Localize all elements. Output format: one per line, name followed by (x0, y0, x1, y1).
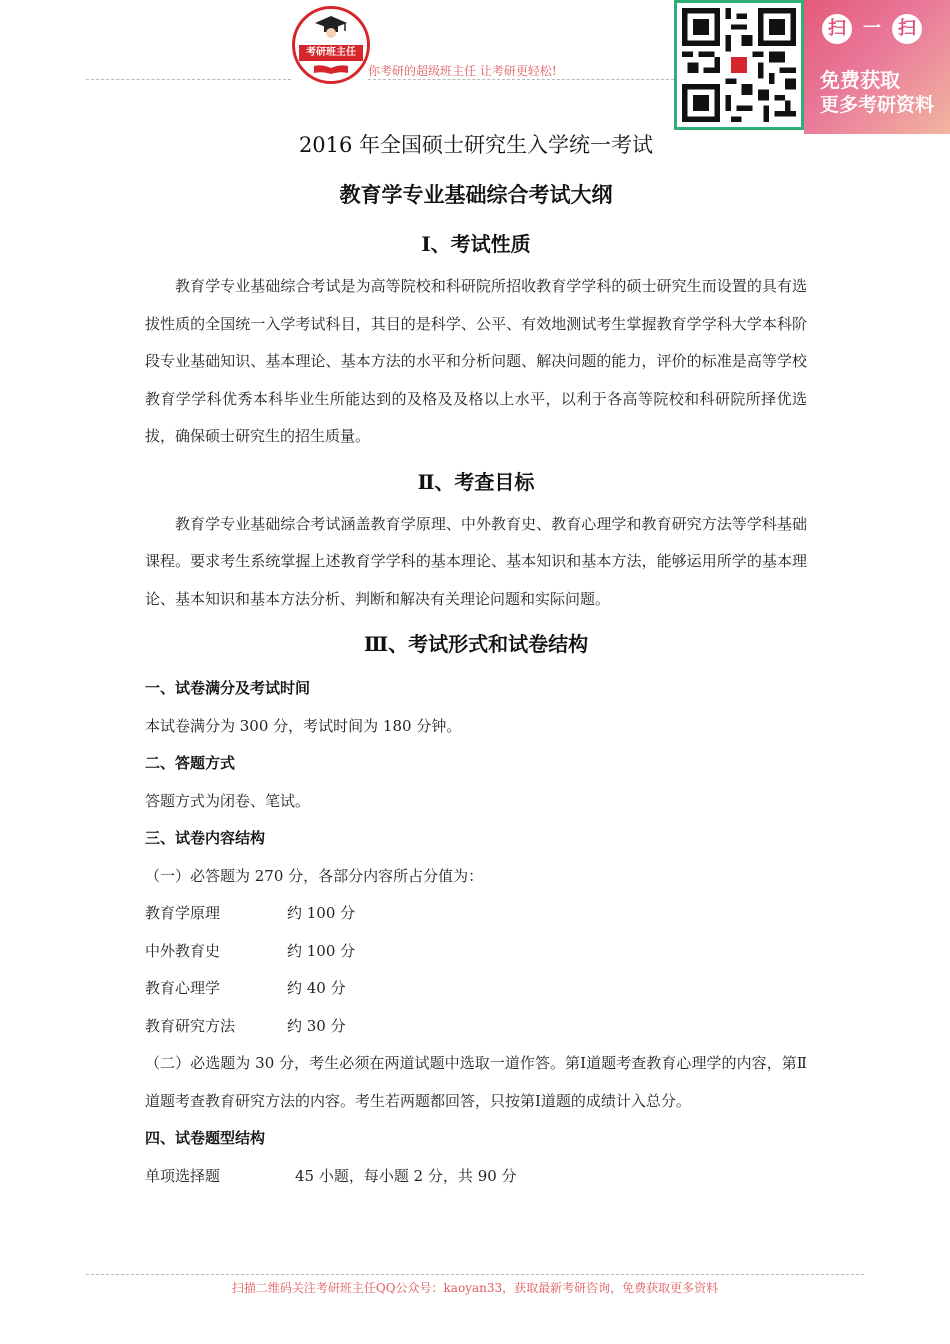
score-row (145, 895, 807, 933)
document-body (145, 120, 807, 1195)
subsection-text: （二）必选题为 30 分，考生必须在两道试题中选取一道作答。第Ⅰ道题考查教育心理学的内容，第Ⅱ道题考查教育研究方法的内容。考生若两题都回答，只按第Ⅰ道题的成绩计入总分。 (145, 1054, 807, 1110)
scan-char: 扫 (822, 14, 852, 44)
score-value: 约 100 分 (287, 904, 356, 922)
scan-char: 扫 (892, 14, 922, 44)
score-value: 约 40 分 (287, 979, 346, 997)
score-row (145, 970, 807, 1008)
qr-code[interactable] (674, 0, 804, 130)
subsection-text: 答题方式为闭卷、笔试。 (145, 791, 311, 810)
section-paragraph: 教育学专业基础综合考试是为高等院校和科研院所招收教育学学科的硕士研究生而设置的具有选拔性质的全国统一入学考试科目，其目的是科学、公平、有效地测试考生掌握教育学学科大学本科阶段专业基础知识、基本理论、基本方法的水平和分析问题、解决问题的能力，评价的标准是高等学校教育学学科优秀本科毕业生所能达到的及格及及格以上水平，以利于各高等院校和科研院所择优选拔，确保硕士研究生的招生质量。 (145, 277, 807, 445)
score-value: 约 100 分 (287, 941, 356, 960)
page-footer: 扫描二维码关注考研班主任QQ公众号：kaoyan33，获取最新考研咨询，免费获取更多资料 (231, 1281, 719, 1295)
scan-char: 一 (863, 18, 881, 39)
header-divider-right (368, 79, 674, 80)
score-value: 约 30 分 (287, 1016, 346, 1035)
footer-divider (86, 1274, 864, 1275)
brand-logo (292, 6, 370, 84)
question-type-row (145, 1158, 807, 1196)
subsection-text: 本试卷满分为 300 分，考试时间为 180 分钟。 (145, 716, 462, 735)
section-heading: Ⅰ、考试性质 (421, 232, 531, 256)
graduation-cap-icon (314, 15, 348, 39)
promo-banner[interactable] (804, 0, 950, 134)
section-heading: Ⅱ、考查目标 (417, 469, 535, 494)
qr-code-icon (682, 8, 796, 122)
subsection-title: 一、试卷满分及考试时间 (145, 679, 311, 697)
banner-line-2: 更多考研资料 (820, 94, 935, 116)
subsection-title: 四、试卷题型结构 (145, 1129, 266, 1147)
score-row (145, 1008, 807, 1046)
question-type: 单项选择题 (145, 1166, 221, 1185)
subsection-title: 二、答题方式 (145, 754, 236, 772)
brand-name: 考研班主任 (299, 45, 363, 61)
book-icon (313, 64, 349, 74)
banner-line-1: 免费获取 (820, 68, 900, 92)
header-slogan: 你考研的超级班主任 让考研更轻松! (368, 64, 557, 78)
score-row (145, 933, 807, 971)
subsection-title: 三、试卷内容结构 (145, 829, 266, 847)
doc-title: 2016 年全国硕士研究生入学统一考试 (298, 133, 654, 157)
header-divider-left (86, 79, 291, 80)
score-subject: 教育学原理 (145, 904, 221, 922)
subsection-text: （一）必答题为 270 分，各部分内容所占分值为： (145, 866, 484, 885)
score-subject: 教育心理学 (145, 979, 221, 997)
score-subject: 教育研究方法 (145, 1016, 236, 1035)
scan-badge (822, 14, 922, 44)
score-subject: 中外教育史 (145, 941, 221, 960)
doc-subtitle: 教育学专业基础综合考试大纲 (339, 182, 613, 207)
section-paragraph: 教育学专业基础综合考试涵盖教育学原理、中外教育史、教育心理学和教育研究方法等学科基础课程。要求考生系统掌握上述教育学学科的基本理论、基本知识和基本方法，能够运用所学的基本理论、基本知识和基本方法分析、判断和解决有关理论问题和实际问题。 (145, 514, 807, 608)
section-heading: Ⅲ、考试形式和试卷结构 (363, 632, 589, 656)
page-header (0, 0, 950, 130)
question-type-detail: 45 小题，每小题 2 分，共 90 分 (295, 1166, 517, 1185)
